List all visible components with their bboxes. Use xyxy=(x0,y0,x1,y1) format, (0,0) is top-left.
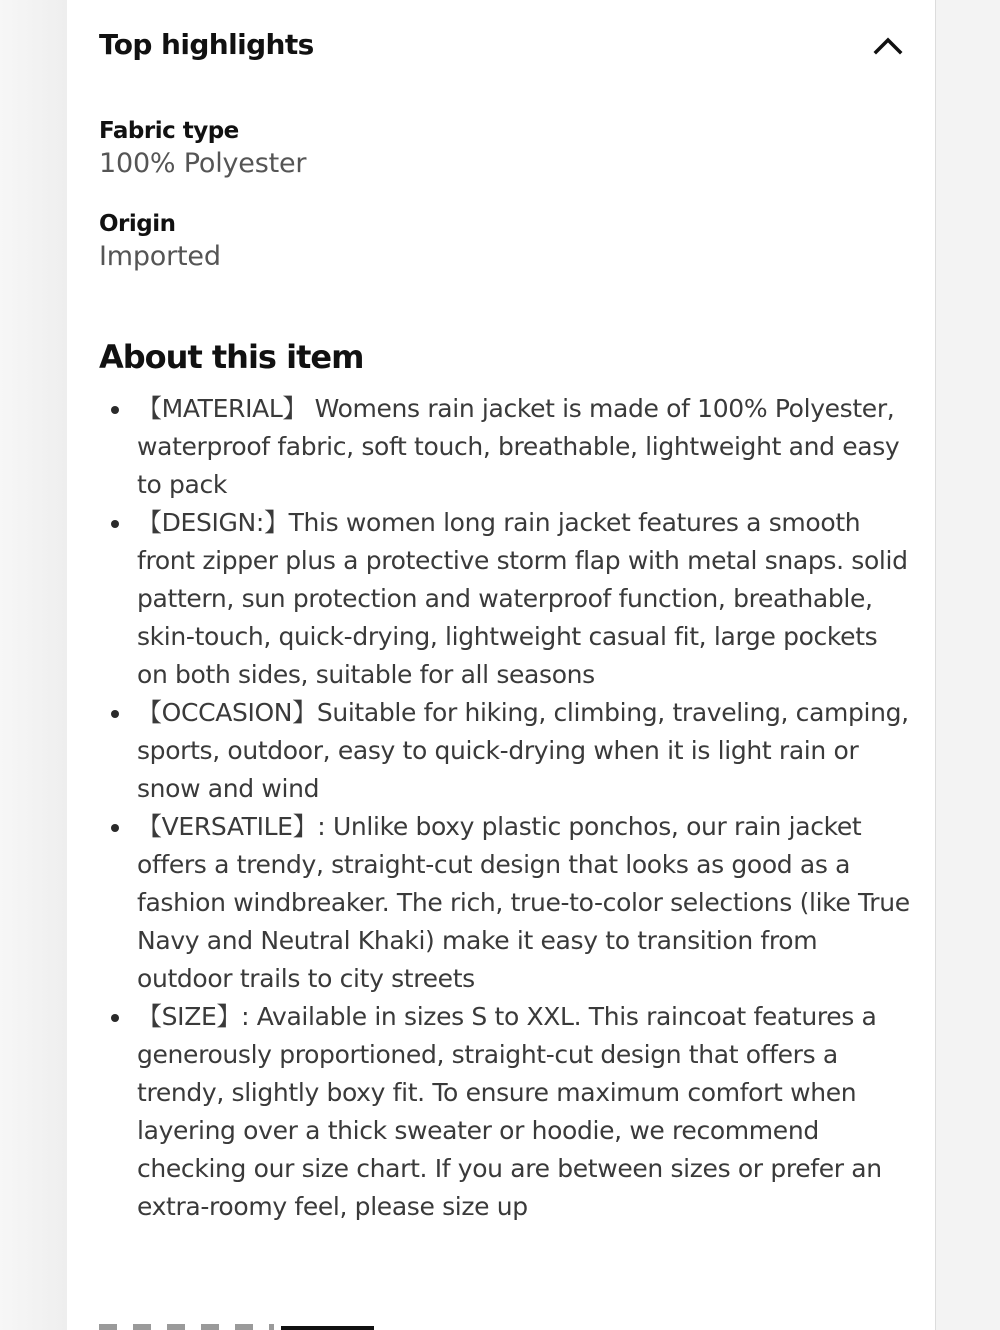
bullet-icon xyxy=(111,824,119,832)
list-item xyxy=(137,694,912,808)
top-highlights-header[interactable] xyxy=(99,18,909,74)
spec-value: 100% Polyester xyxy=(99,148,307,179)
bullet-icon xyxy=(111,1014,119,1022)
spec-label: Origin xyxy=(99,211,176,237)
list-item xyxy=(137,998,912,1226)
list-item xyxy=(137,504,912,694)
top-highlights-title: Top highlights xyxy=(99,28,314,61)
left-page-margin xyxy=(0,0,67,1330)
spec-label: Fabric type xyxy=(99,118,239,144)
bullet-icon xyxy=(111,406,119,414)
chevron-up-icon xyxy=(864,22,912,66)
cut-off-heading xyxy=(99,1324,274,1330)
bullet-text: 【SIZE】: Available in sizes S to XXL. This raincoat features a generously proportioned, straight-cut design that offers a trendy, slightly boxy fit. To ensure maximum comfort when layering over a thick sweater or hoodie, we recommend checking our size chart. If you are between sizes or prefer an extra-roomy feel, please size up xyxy=(137,1002,882,1221)
bullet-text: 【MATERIAL】 Womens rain jacket is made of 100% Polyester, waterproof fabric, soft touch, breathable, lightweight and easy to pack xyxy=(137,394,900,499)
cut-off-underline xyxy=(281,1326,374,1330)
spec-fabric-type xyxy=(99,116,879,182)
product-details-panel xyxy=(67,0,935,1330)
about-bullet-list xyxy=(137,390,912,1226)
list-item xyxy=(137,390,912,504)
right-page-margin xyxy=(935,0,1000,1330)
bullet-icon xyxy=(111,710,119,718)
bullet-text: 【VERSATILE】: Unlike boxy plastic ponchos, our rain jacket offers a trendy, straight-cut design that looks as good as a fashion windbreaker. The rich, true-to-color selections (like True Navy and Neutral Khaki) make it easy to transition from outdoor trails to city streets xyxy=(137,812,910,993)
spec-value: Imported xyxy=(99,241,221,272)
bullet-text: 【DESIGN:】This women long rain jacket features a smooth front zipper plus a protective storm flap with metal snaps. solid pattern, sun protection and waterproof function, breathable, skin-touch, quick-drying, lightweight casual fit, large pockets on both sides, suitable for all seasons xyxy=(137,508,908,689)
collapse-button[interactable] xyxy=(864,22,912,66)
bullet-icon xyxy=(111,520,119,528)
list-item xyxy=(137,808,912,998)
next-section-peek xyxy=(99,1318,369,1330)
spec-origin xyxy=(99,209,879,275)
about-this-item-title: About this item xyxy=(99,338,364,376)
bullet-text: 【OCCASION】Suitable for hiking, climbing, traveling, camping, sports, outdoor, easy to quick-drying when it is light rain or snow and wind xyxy=(137,698,909,803)
